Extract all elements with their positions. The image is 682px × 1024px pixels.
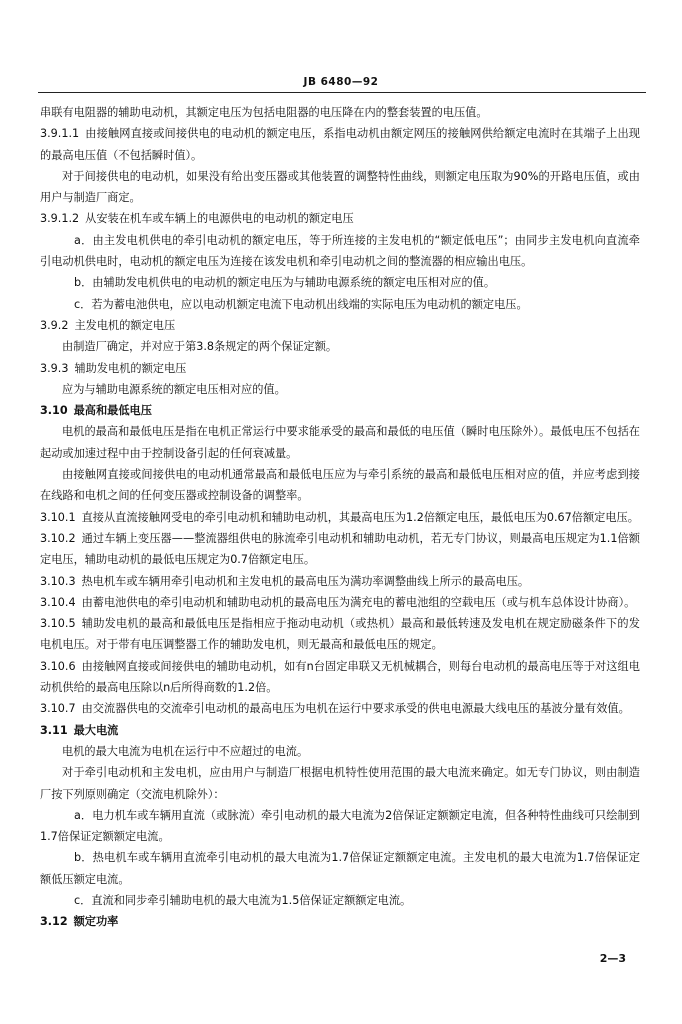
clause-text: 热电机车或车辆用牵引电动机和主发电机的最高电压为满功率调整曲线上所示的最高电压。 <box>81 574 530 588</box>
clause-text: 由蓄电池供电的牵引电动机和辅助电动机的最高电压为满充电的蓄电池组的空载电压（或与机车总体设计协商）。 <box>81 595 636 609</box>
clause-number: 3.10.7 <box>40 702 76 716</box>
document-code-header: JB 6480—92 <box>303 76 379 88</box>
paragraph <box>40 336 640 357</box>
clause-text: 对于间接供电的电动机，如果没有给出变压器或其他装置的调整特性曲线，则额定电压取为90%的开路电压值，或由用户与制造厂商定。 <box>40 169 640 205</box>
clause-number: 3.10.6 <box>40 659 76 673</box>
paragraph <box>40 272 640 293</box>
clause-3-11 <box>40 720 640 741</box>
clause-number: 3.10 <box>40 404 68 418</box>
clause-text: 对于牵引电动机和主发电机，应由用户与制造厂根据电机特性使用范围的最大电流来确定。如无专门协议，则由制造厂按下列原则确定（交流电机除外）： <box>40 766 640 801</box>
clause-number: 3.12 <box>40 915 68 929</box>
clause-number: 3.9.1.2 <box>40 212 80 226</box>
clause-text: 额定功率 <box>73 915 119 929</box>
clause-text: 由制造厂确定，并对应于第3.8条规定的两个保证定额。 <box>62 340 338 354</box>
clause-number: 3.9.1.1 <box>40 127 80 141</box>
clause-text: 从安装在机车或车辆上的电源供电的电动机的额定电压 <box>85 212 354 226</box>
clause-3-10-2 <box>40 528 640 571</box>
clause-text: 由接触网直接或间接供电的电动机的额定电压，系指电动机由额定网压的接触网供给额定电流时在其端子上出现的最高电压值（不包括瞬时值）。 <box>40 127 640 162</box>
clause-text: 最高和最低电压 <box>73 404 152 418</box>
clause-text: 通过车辆上变压器——整流器组供电的脉流牵引电动机和辅助电动机，若无专门协议，则最高电压规定为1.1倍额定电压，辅助电动机的最低电压规定为0.7倍额定电压。 <box>40 531 640 567</box>
clause-3-10 <box>40 400 640 421</box>
clause-3-9-3 <box>40 358 640 379</box>
clause-number: 3.9.3 <box>40 361 69 375</box>
clause-number: 3.10.5 <box>40 617 76 631</box>
clause-text: a．由主发电机供电的牵引电动机的额定电压，等于所连接的主发电机的“额定低电压”；由同步主发电机向直流牵引电动机供电时，电动机的额定电压为连接在该发电机和牵引电动机之间的整流器的相应输出电压。 <box>40 233 640 269</box>
clause-text: 串联有电阻器的辅助电动机，其额定电压为包括电阻器的电压降在内的整套装置的电压值。 <box>40 106 488 119</box>
paragraph <box>40 421 640 464</box>
clause-text: b．热电机车或车辆用直流牵引电动机的最大电流为1.7倍保证定额额定电流。主发电机的最大电流为1.7倍保证定额低压额定电流。 <box>40 851 640 886</box>
header-rule <box>38 92 646 93</box>
clause-number: 3.10.4 <box>40 595 76 609</box>
clause-3-10-5 <box>40 613 640 656</box>
paragraph <box>40 166 640 209</box>
paragraph <box>40 762 640 805</box>
paragraph <box>40 847 640 890</box>
clause-text: 主发电机的额定电压 <box>74 318 176 332</box>
clause-text: 辅助发电机的最高和最低电压是指相应于拖动电动机（或热机）最高和最低转速及发电机在规定励磁条件下的发电机电压。对于带有电压调整器工作的辅助发电机，则无最高和最低电压的规定。 <box>40 617 640 652</box>
clause-text: 直接从直流接触网受电的牵引电动机和辅助电动机，其最高电压为1.2倍额定电压，最低电压为0.67倍额定电压。 <box>81 510 639 524</box>
clause-3-12 <box>40 911 640 932</box>
clause-text: c．直流和同步牵引辅助电机的最大电流为1.5倍保证定额额定电流。 <box>74 893 412 907</box>
paragraph <box>40 805 640 848</box>
clause-text: b．由辅助发电机供电的电动机的额定电压为与辅助电源系统的额定电压相对应的值。 <box>74 276 496 290</box>
paragraph <box>40 294 640 315</box>
paragraph <box>40 102 640 123</box>
clause-3-9-1-1 <box>40 123 640 166</box>
clause-number: 3.9.2 <box>40 318 69 332</box>
clause-text: 由接触网直接或间接供电的电动机通常最高和最低电压应为与牵引系统的最高和最低电压相对应的值，并应考虑到接在线路和电机之间的任何变压器或控制设备的调整率。 <box>40 468 640 503</box>
clause-3-10-4 <box>40 592 640 613</box>
clause-text: 电机的最大电流为电机在运行中不应超过的电流。 <box>62 744 309 758</box>
clause-3-10-6 <box>40 656 640 699</box>
paragraph <box>40 464 640 507</box>
clause-number: 3.10.2 <box>40 531 76 545</box>
paragraph <box>40 230 640 273</box>
clause-text: 由接触网直接或间接供电的辅助电动机，如有n台固定串联又无机械耦合，则每台电动机的最高电压等于对这组电动机供给的最高电压除以n后所得商数的1.2倍。 <box>40 659 640 695</box>
clause-text: 辅助发电机的额定电压 <box>74 361 187 375</box>
clause-3-9-2 <box>40 315 640 336</box>
paragraph <box>40 741 640 762</box>
clause-text: 电机的最高和最低电压是指在电机正常运行中要求能承受的最高和最低的电压值（瞬时电压除外）。最低电压不包括在起动或加速过程中由于控制设备引起的任何衰减量。 <box>40 425 640 460</box>
clause-number: 3.10.3 <box>40 574 76 588</box>
clause-text: 最大电流 <box>73 723 119 737</box>
clause-3-9-1-2 <box>40 208 640 229</box>
clause-text: 应为与辅助电源系统的额定电压相对应的值。 <box>62 382 286 396</box>
clause-text: 由交流器供电的交流牵引电动机的最高电压为电机在运行中要求承受的供电电源最大线电压的基波分量有效值。 <box>81 702 630 716</box>
clause-3-10-7 <box>40 698 640 719</box>
page-number: 2—3 <box>599 952 626 965</box>
paragraph <box>40 379 640 400</box>
clause-number: 3.11 <box>40 723 68 737</box>
paragraph <box>40 890 640 911</box>
document-body <box>40 102 640 933</box>
clause-number: 3.10.1 <box>40 510 76 524</box>
clause-3-10-1 <box>40 507 640 528</box>
clause-3-10-3 <box>40 571 640 592</box>
clause-text: a．电力机车或车辆用直流（或脉流）牵引电动机的最大电流为2倍保证定额额定电流，但各种特性曲线可只绘制到1.7倍保证定额额定电流。 <box>40 808 640 844</box>
clause-text: c．若为蓄电池供电，应以电动机额定电流下电动机出线端的实际电压为电动机的额定电压。 <box>74 297 528 311</box>
